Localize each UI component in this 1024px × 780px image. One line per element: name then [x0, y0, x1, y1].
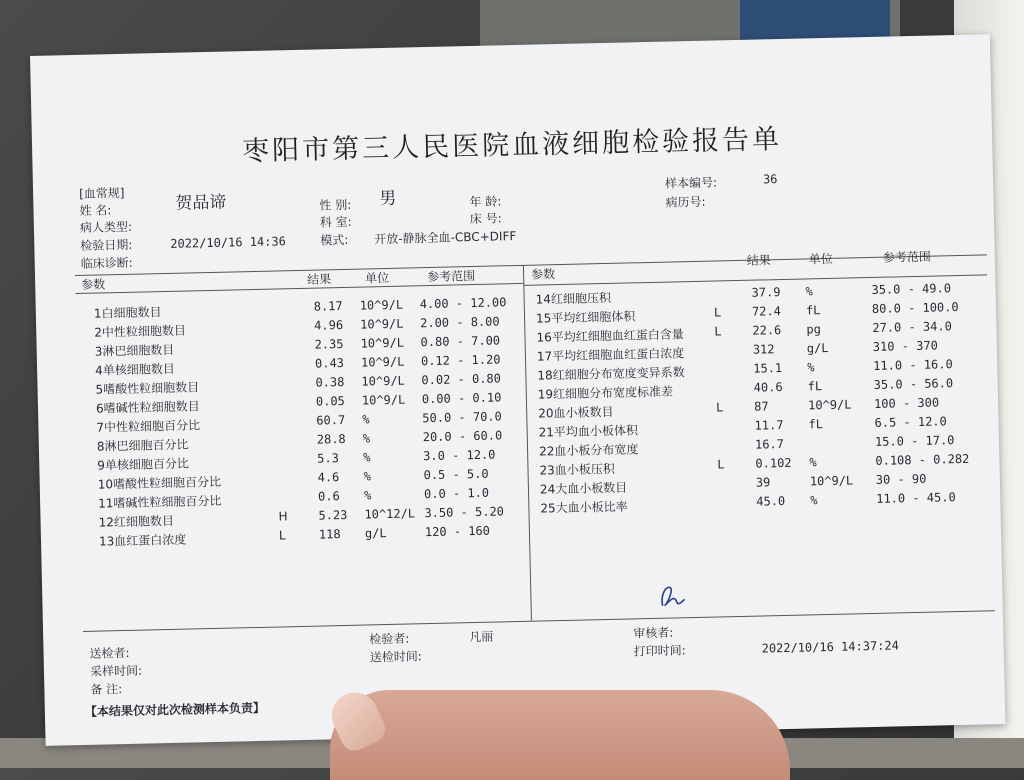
row-ref: 4.00 - 12.00 [419, 295, 507, 312]
row-param: 2中性粒细胞数目 [94, 323, 187, 340]
handwritten-signature [656, 579, 691, 614]
row-param: 8淋巴细胞百分比 [96, 437, 189, 454]
row-unit: g/L [364, 526, 387, 541]
row-unit: 10^9/L [361, 373, 405, 389]
row-unit: pg [806, 322, 822, 337]
row-param: 20血小板数目 [538, 404, 614, 421]
row-ref: 3.50 - 5.20 [424, 504, 505, 521]
row-ref: 11.0 - 45.0 [876, 490, 956, 506]
row-result: 16.7 [754, 436, 785, 452]
row-result: 4.6 [317, 470, 340, 485]
row-unit: % [362, 431, 371, 446]
row-result: 11.7 [754, 418, 784, 433]
report-category: [血常规] [78, 185, 125, 201]
row-ref: 0.02 - 0.80 [421, 371, 502, 388]
row-ref: 35.0 - 49.0 [871, 281, 952, 297]
left-col-ref: 参考范围 [426, 268, 476, 285]
row-param: 22血小板分布宽度 [538, 442, 639, 459]
row-param: 10嗜酸性粒细胞百分比 [97, 474, 222, 492]
row-ref: 3.0 - 12.0 [423, 447, 496, 464]
row-result: 28.8 [316, 431, 346, 447]
row-result: 5.23 [318, 507, 348, 523]
row-ref: 80.0 - 100.0 [871, 299, 959, 316]
row-param: 9单核细胞百分比 [97, 456, 190, 473]
left-header-rule [75, 283, 523, 294]
row-unit: 10^9/L [360, 316, 404, 332]
table-bottom-rule [83, 610, 995, 632]
sender-label: 送检者: [89, 645, 130, 661]
row-unit: 10^9/L [359, 297, 404, 313]
row-unit: fL [805, 303, 821, 318]
row-ref: 310 - 370 [872, 338, 938, 354]
row-ref: 0.108 - 0.282 [875, 451, 970, 468]
row-param: 23血小板压积 [539, 461, 615, 478]
row-ref: 20.0 - 60.0 [422, 428, 503, 445]
row-param: 21平均血小板体积 [538, 423, 639, 440]
inspector-label: 检验者: [369, 631, 410, 647]
age-label: 年 龄: [469, 194, 502, 210]
row-flag: L [715, 400, 723, 415]
row-ref: 100 - 300 [873, 395, 940, 411]
row-unit: 10^9/L [360, 354, 405, 370]
row-ref: 0.0 - 1.0 [423, 485, 490, 502]
row-result: 8.17 [313, 298, 343, 314]
row-flag: L [714, 324, 722, 339]
row-result: 72.4 [751, 304, 782, 319]
report-title: 枣阳市第三人民医院血液细胞检验报告单 [241, 123, 783, 168]
row-result: 15.1 [753, 361, 783, 376]
row-param: 17平均红细胞血红蛋白浓度 [536, 346, 685, 364]
row-result: 37.9 [751, 285, 781, 300]
collect-time-label: 采样时间: [89, 663, 143, 679]
row-param: 25大血小板比率 [540, 499, 628, 516]
patient-type-label: 病人类型: [79, 219, 133, 235]
sample-no-label: 样本编号: [664, 175, 718, 191]
row-result: 0.38 [315, 374, 345, 390]
row-param: 19红细胞分布宽度标准差 [537, 384, 674, 402]
sex-label: 性 别: [319, 197, 352, 213]
row-param: 4单核细胞数目 [94, 361, 175, 378]
row-result: 0.6 [317, 489, 340, 504]
reviewer-label: 审核者: [633, 625, 674, 641]
row-param: 3淋巴细胞数目 [94, 342, 175, 359]
row-unit: % [805, 284, 813, 299]
row-unit: 10^9/L [360, 335, 405, 351]
row-result: 0.43 [314, 355, 345, 371]
row-param: 11嗜碱性粒细胞百分比 [98, 493, 222, 511]
row-unit: 10^9/L [809, 473, 854, 489]
patient-sex: 男 [379, 188, 397, 210]
row-param: 6嗜碱性粒细胞数目 [95, 399, 200, 416]
row-result: 0.102 [755, 455, 792, 471]
row-result: 87 [753, 399, 769, 414]
row-flag: H [278, 509, 288, 524]
row-ref: 30 - 90 [875, 471, 927, 487]
record-no-label: 病历号: [665, 194, 706, 210]
right-col-ref: 参考范围 [882, 249, 931, 265]
row-flag: L [717, 457, 725, 472]
lab-report-sheet [30, 34, 1005, 746]
row-ref: 50.0 - 70.0 [422, 409, 502, 426]
row-ref: 11.0 - 16.0 [873, 357, 953, 373]
row-unit: fL [807, 379, 823, 394]
left-col-result: 结果 [306, 272, 332, 287]
right-col-result: 结果 [746, 253, 771, 268]
row-unit: % [363, 469, 372, 484]
row-param: 18红细胞分布宽度变异系数 [537, 365, 685, 383]
row-ref: 2.00 - 8.00 [420, 314, 500, 331]
left-col-param: 参数 [81, 277, 106, 292]
dept-label: 科 室: [319, 214, 352, 230]
test-date-value: 2022/10/16 14:36 [170, 234, 287, 251]
row-flag: L [713, 305, 721, 320]
row-result: 5.3 [317, 451, 340, 466]
remark-label: 备 注: [90, 682, 123, 697]
row-ref: 6.5 - 12.0 [874, 414, 947, 430]
row-ref: 27.0 - 34.0 [872, 319, 953, 335]
right-col-unit: 单位 [808, 251, 833, 267]
row-ref: 0.80 - 7.00 [420, 333, 501, 350]
row-param: 1白细胞数目 [93, 305, 162, 321]
inspector-value: 凡丽 [469, 629, 494, 645]
row-result: 0.05 [315, 393, 345, 409]
row-param: 14红细胞压积 [535, 290, 612, 307]
row-param: 7中性粒细胞百分比 [96, 418, 201, 435]
left-col-unit: 单位 [364, 270, 390, 286]
row-unit: 10^9/L [361, 392, 406, 408]
row-unit: fL [808, 417, 824, 432]
row-result: 40.6 [753, 380, 783, 395]
row-param: 5嗜酸性粒细胞数目 [95, 380, 200, 397]
row-unit: g/L [806, 340, 829, 356]
row-ref: 0.00 - 0.10 [421, 390, 502, 407]
holding-hand [330, 690, 790, 780]
disclaimer-note: 【本结果仅对此次检测样本负责】 [84, 700, 266, 719]
row-param: 24大血小板数目 [539, 480, 628, 497]
row-result: 4.96 [314, 317, 344, 333]
row-param: 15平均红细胞体积 [535, 309, 636, 326]
patient-name: 贺品谛 [175, 192, 227, 214]
mode-value: 开放-静脉全血-CBC+DIFF [374, 229, 517, 247]
row-ref: 0.12 - 1.20 [420, 352, 501, 369]
row-unit: % [363, 488, 372, 503]
row-unit: % [807, 360, 815, 375]
row-result: 2.35 [314, 336, 344, 352]
row-result: 60.7 [316, 412, 346, 428]
bed-label: 床 号: [469, 211, 502, 227]
row-result: 118 [318, 527, 341, 542]
row-param: 13血红蛋白浓度 [98, 532, 187, 549]
row-result: 312 [752, 342, 775, 357]
row-ref: 35.0 - 56.0 [873, 376, 954, 392]
row-result: 39 [755, 475, 771, 490]
mode-label: 模式: [320, 232, 349, 248]
row-unit: % [810, 493, 818, 508]
row-ref: 120 - 160 [424, 523, 491, 540]
row-unit: 10^12/L [364, 506, 416, 522]
sample-no-value: 36 [762, 172, 778, 187]
row-param: 16平均红细胞血红蛋白含量 [536, 327, 684, 345]
row-result: 45.0 [756, 493, 786, 509]
name-label: 姓 名: [79, 203, 112, 218]
row-param: 12红细胞数目 [98, 513, 175, 530]
send-time-label: 送检时间: [369, 649, 422, 665]
row-unit: 10^9/L [807, 397, 852, 413]
diagnosis-label: 临床诊断: [80, 255, 133, 271]
row-ref: 0.5 - 5.0 [423, 466, 489, 483]
row-ref: 15.0 - 17.0 [874, 433, 955, 449]
row-unit: % [363, 450, 371, 465]
row-result: 22.6 [752, 323, 782, 338]
test-date-label: 检验日期: [80, 237, 133, 253]
right-col-param: 参数 [530, 267, 556, 282]
row-unit: % [362, 412, 370, 427]
print-time-value: 2022/10/16 14:37:24 [761, 638, 900, 656]
row-flag: L [278, 528, 286, 543]
print-time-label: 打印时间: [633, 643, 686, 659]
row-unit: % [809, 455, 817, 470]
